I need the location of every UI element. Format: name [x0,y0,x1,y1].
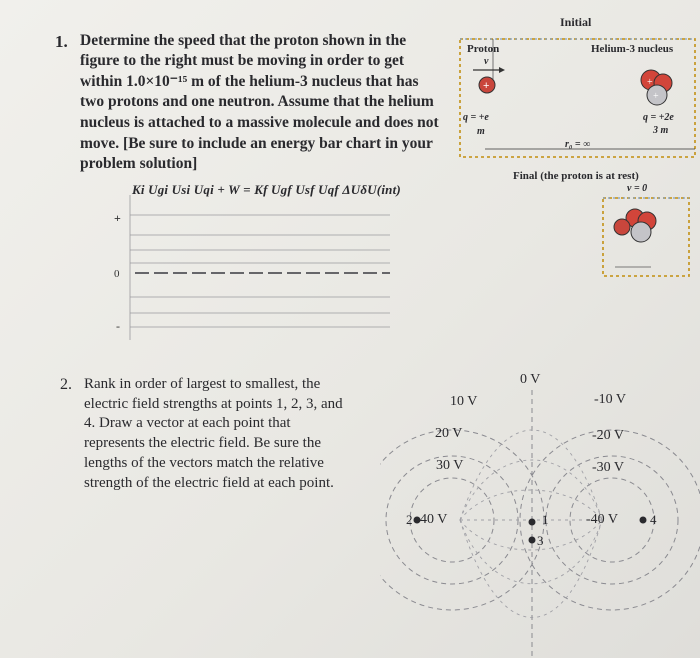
point-3-label: 3 [537,533,544,548]
left-label-20v: 20 V [435,426,463,441]
left-label-30v: 30 V [436,458,464,473]
question-2-number: 2. [60,376,72,393]
question-2-line-2: electric field strengths at points 1, 2, 3, and [84,396,343,412]
left-label-40v: 40 V [420,512,448,527]
point-2-label: 2 [406,512,413,527]
chart-minus-label: - [116,319,120,333]
initial-label: Initial [560,15,592,29]
proton-helium-diagram [455,15,700,285]
question-2-line-6: strength of the electric field at each point. [84,475,334,491]
helium-nucleus-final [614,209,656,242]
question-1-number: 1. [55,32,68,51]
proton-label: Proton [467,43,500,55]
right-label-40v: -40 V [586,512,619,527]
question-2-line-4: represents the electric field. Be sure the [84,435,321,451]
point-3-marker [529,537,536,544]
right-label-10v: -10 V [594,392,627,407]
chart-zero-label: 0 [114,268,120,280]
energy-bar-chart [110,195,395,345]
point-1-label: 1 [542,512,549,527]
question-1-line-2: figure to the right must be moving in order to get [80,52,405,69]
energy-equation: Ki Ugi Usi Uqi + W = Kf Ugf Usf Uqf ΔUδU(int) [132,182,401,197]
velocity-label: v [484,56,489,67]
question-1-line-5: nucleus is attached to a massive molecule and does not [80,114,439,131]
question-1-line-7: problem solution] [80,155,198,172]
point-1-marker [529,519,536,526]
proton-charge: q = +e [463,112,489,123]
chart-plus-label: + [114,211,121,225]
helium-charge: q = +2e [643,112,674,123]
question-2-line-1: Rank in order of largest to smallest, the [84,376,321,392]
question-2-line-5: lengths of the vectors match the relative [84,455,324,471]
helium-label: Helium-3 nucleus [591,43,674,55]
proton-mass: m [477,126,485,137]
velocity-arrowhead [499,67,505,73]
bar-chart-grid [130,195,390,340]
svg-text:+: + [653,91,659,102]
proton-plus-icon: + [483,80,490,92]
point-4-label: 4 [650,512,657,527]
question-1-line-3: within 1.0×10⁻¹⁵ m of the helium-3 nucleus that has [80,73,419,90]
equipotential-diagram [380,370,700,658]
distance-label: r₀ = ∞ [565,139,591,150]
left-label-10v: 10 V [450,394,478,409]
final-velocity: v = 0 [627,183,648,194]
zero-volt-label: 0 V [520,372,541,387]
question-2-line-3: 4. Draw a vector at each point that [84,415,291,431]
helium-nucleus-initial [641,70,672,105]
final-label: Final (the proton is at rest) [513,170,639,182]
question-1-line-4: two protons and one neutron. Assume that the helium [80,93,434,110]
point-4-marker [640,517,647,524]
svg-text:+: + [647,77,653,88]
helium-mass: 3 m [653,125,669,136]
right-label-20v: -20 V [592,428,625,443]
question-1-line-1: Determine the speed that the proton shown in the [80,32,407,49]
question-1-line-6: move. [Be sure to include an energy bar chart in your [80,135,433,152]
right-label-30v: -30 V [592,460,625,475]
